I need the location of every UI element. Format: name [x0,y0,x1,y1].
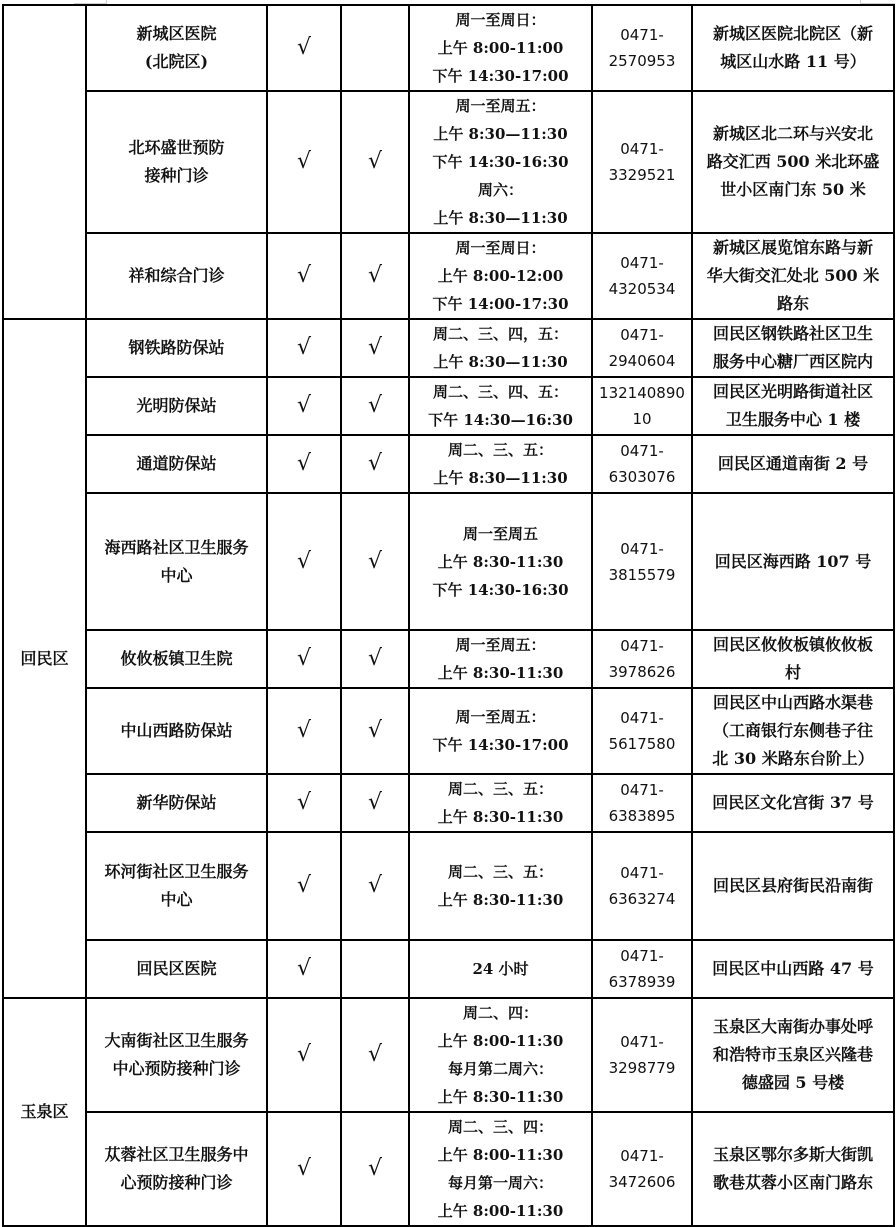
clinic-name-line: 大南街社区卫生服务 [104,1031,249,1050]
checkmark-icon: √ [296,548,312,574]
address-line: 和浩特市玉泉区兴隆巷 [712,1045,873,1064]
address-line: 新城区北二环与兴安北 [712,124,873,143]
checkmark-cell-1 [267,832,341,940]
address-cell [692,998,894,1112]
phone-line: 0471- [620,140,664,158]
phone-line: 6378939 [608,973,676,991]
clinic-name-line: 海西路社区卫生服务 [104,537,249,557]
hours-line: 每月第一周六： [447,1174,553,1192]
hours-line: 周二、三、四、五： [432,383,568,401]
hours-line: 上午 8:30-11:30 [437,808,564,826]
checkmark-cell-2 [341,91,409,233]
table-row [3,1112,894,1226]
clinic-name-line: 环河街社区卫生服务 [104,862,249,881]
checkmark-cell-1 [267,630,341,688]
clinic-name-cell [86,1112,267,1226]
address-line: 世小区南门东 50 米 [720,180,866,199]
table-row [3,233,894,319]
checkmark-cell-1 [267,774,341,832]
district-cell: 回民区 [3,319,86,998]
checkmark-icon: √ [296,646,312,671]
checkmark-cell-2 [341,998,409,1112]
address-line: 德盛园 5 号楼 [741,1073,845,1092]
clinic-name-line: 祥和综合门诊 [128,266,225,285]
checkmark-cell-2 [341,688,409,774]
address-cell [692,832,894,940]
hours-cell [409,832,592,940]
phone-cell [592,940,692,998]
checkmark-cell-1 [267,940,341,998]
checkmark-cell-2 [341,774,409,832]
table-row [3,377,894,435]
hours-line: 下午 14:30-16:30 [432,580,569,599]
hours-cell [409,233,592,319]
checkmark-icon: √ [367,149,383,174]
address-line: 城区山水路 11 号） [720,52,866,71]
address-line: 回民区攸攸板镇攸攸板 [712,635,873,654]
hours-line: 24 小时 [472,960,529,978]
address-line: 回民区钢铁路社区卫生 [712,324,873,343]
hours-line: 周一至周五： [455,636,546,654]
hours-cell [409,493,592,630]
checkmark-cell-2 [341,377,409,435]
address-cell [692,319,894,377]
clinic-name-cell [86,233,267,319]
hours-line: 周二、三、五： [447,863,553,881]
checkmark-cell-2 [341,940,409,998]
hours-line: 周二、三、五： [447,780,553,798]
address-line: 回民区中山西路 47 号 [712,959,874,978]
phone-line: 0471- [620,326,664,344]
phone-cell [592,998,692,1112]
phone-cell [592,688,692,774]
hours-cell [409,1112,592,1226]
clinic-name-cell [86,998,267,1112]
address-cell [692,1112,894,1226]
checkmark-icon: √ [296,718,312,743]
checkmark-cell-2 [341,435,409,493]
address-line: 新城区医院北院区（新 [712,24,873,43]
phone-line: 5617580 [608,735,676,753]
hours-line: 下午 14:30-16:30 [432,153,569,171]
checkmark-icon: √ [296,393,312,418]
checkmark-cell-1 [267,319,341,377]
address-cell [692,493,894,630]
table-row [3,493,894,630]
table-row [3,832,894,940]
hours-line: 上午 8:30-11:30 [437,664,564,682]
hours-line: 上午 8:30—11:30 [433,469,568,487]
hours-line: 上午 8:00-11:30 [437,1146,564,1164]
checkmark-icon: √ [367,646,383,671]
clinic-name-cell [86,319,267,377]
clinic-name-line: 中心预防接种门诊 [112,1059,241,1078]
phone-line: 0471- [620,709,664,727]
hours-line: 上午 8:30—11:30 [433,125,568,143]
address-cell [692,774,894,832]
phone-cell [592,233,692,319]
clinic-name-cell [86,435,267,493]
checkmark-cell-1 [267,435,341,493]
hours-line: 下午 14:30—16:30 [428,411,573,429]
clinic-name-line: 新城区医院 [136,24,217,43]
address-line: 路东 [776,294,809,313]
phone-line: 2570953 [608,52,676,70]
clinic-name-cell [86,493,267,630]
checkmark-icon: √ [367,263,383,288]
address-line: （工商银行东侧巷子往 [712,721,873,740]
phone-line: 2940604 [608,352,676,370]
checkmark-cell-1 [267,1112,341,1226]
checkmark-cell-2 [341,1112,409,1226]
checkmark-icon: √ [296,335,312,360]
phone-cell [592,5,692,91]
phone-line: 6363274 [608,890,676,908]
phone-line: 0471- [620,539,664,558]
checkmark-icon: √ [367,1156,383,1181]
phone-line: 0471- [620,1033,664,1051]
address-line: 回民区县府街民沿南街 [712,876,873,895]
address-cell [692,377,894,435]
checkmark-cell-1 [267,998,341,1112]
checkmark-cell-2 [341,233,409,319]
hours-line: 周一至周日： [455,239,546,257]
checkmark-cell-1 [267,688,341,774]
clinic-name-line: 中山西路防保站 [120,721,233,740]
phone-line: 0471- [620,442,664,460]
clinic-name-line: 新华防保站 [136,793,217,812]
table-row [3,5,894,91]
phone-cell [592,1112,692,1226]
clinic-name-line: (北院区) [144,52,209,71]
clinic-name-line: 接种门诊 [144,166,209,185]
checkmark-icon: √ [296,149,312,174]
clinic-name-cell [86,5,267,91]
hours-line: 下午 14:30-17:00 [432,67,569,85]
address-cell [692,5,894,91]
hours-cell [409,91,592,233]
checkmark-icon: √ [367,873,383,898]
address-line: 华大街交汇处北 500 米 [706,266,880,285]
phone-line: 4320534 [608,280,676,298]
address-line: 村 [784,663,801,682]
phone-line: 3298779 [608,1059,676,1077]
hours-cell [409,435,592,493]
phone-line: 3329521 [608,166,676,184]
checkmark-icon: √ [367,451,383,476]
hours-line: 上午 8:00-11:30 [437,1032,564,1050]
hours-cell [409,377,592,435]
checkmark-icon: √ [367,393,383,418]
hours-line: 上午 8:30-11:30 [437,1088,564,1106]
district-cell: 玉泉区 [3,998,86,1226]
district-cell [3,5,86,319]
address-line: 北 30 米路东台阶上） [712,749,874,768]
hours-line: 上午 8:00-11:00 [437,39,564,57]
address-line: 歌巷苁蓉小区南门路东 [712,1173,873,1192]
address-cell [692,940,894,998]
address-line: 玉泉区大南街办事处呼 [712,1017,873,1036]
table-row [3,940,894,998]
hours-line: 上午 8:00-11:30 [437,1202,564,1220]
vaccination-clinic-table [2,4,895,1227]
hours-line: 下午 14:30-17:00 [432,736,569,754]
phone-cell [592,832,692,940]
address-cell [692,630,894,688]
clinic-name-line: 北环盛世预防 [128,138,225,157]
hours-cell [409,774,592,832]
phone-line: 0471- [620,1147,664,1165]
hours-cell [409,630,592,688]
checkmark-icon: √ [296,1156,312,1181]
hours-line: 周一至周五： [455,708,546,726]
checkmark-cell-1 [267,493,341,630]
phone-line: 3978626 [608,663,676,681]
checkmark-icon: √ [367,718,383,743]
phone-cell [592,377,692,435]
hours-cell [409,5,592,91]
phone-cell [592,774,692,832]
hours-line: 上午 8:00-12:00 [437,267,564,285]
checkmark-cell-2 [341,319,409,377]
phone-line: 3472606 [608,1173,676,1191]
clinic-name-cell [86,630,267,688]
address-cell [692,435,894,493]
hours-line: 上午 8:30—11:30 [433,353,568,371]
hours-line: 下午 14:00-17:30 [432,295,569,313]
phone-line: 3815579 [608,565,676,584]
phone-line: 0471- [620,864,664,882]
address-cell [692,233,894,319]
clinic-name-cell [86,940,267,998]
phone-line: 0471- [620,637,664,655]
checkmark-cell-1 [267,91,341,233]
checkmark-icon: √ [296,1042,312,1067]
checkmark-icon: √ [367,548,383,574]
checkmark-cell-1 [267,233,341,319]
hours-cell [409,940,592,998]
phone-line: 0471- [620,947,664,965]
phone-line: 6383895 [608,807,676,825]
phone-cell [592,319,692,377]
hours-line: 周二、三、四： [447,1118,553,1136]
address-line: 路交汇西 500 米北环盛 [706,152,880,171]
address-cell [692,91,894,233]
checkmark-cell-1 [267,5,341,91]
hours-line: 周一至周五 [462,524,538,543]
hours-line: 周二、三、五： [447,441,553,459]
clinic-name-line: 中心 [160,890,193,909]
hours-line: 上午 8:30-11:30 [437,552,564,571]
checkmark-icon: √ [296,451,312,476]
checkmark-cell-2 [341,493,409,630]
phone-line: 0471- [620,254,664,272]
phone-line: 0471- [620,781,664,799]
clinic-name-line: 钢铁路防保站 [128,338,225,357]
address-line: 玉泉区鄂尔多斯大街凯 [712,1145,873,1164]
phone-cell [592,91,692,233]
table-row [3,998,894,1112]
phone-cell [592,493,692,630]
checkmark-icon: √ [367,790,383,815]
clinic-name-line: 通道防保站 [136,454,217,473]
table-row [3,774,894,832]
hours-cell [409,688,592,774]
hours-cell [409,319,592,377]
table-row [3,688,894,774]
hours-line: 周二、四： [462,1004,538,1022]
table-row [3,91,894,233]
clinic-name-line: 光明防保站 [136,396,217,415]
table-row [3,630,894,688]
checkmark-cell-1 [267,377,341,435]
checkmark-icon: √ [367,1042,383,1067]
hours-line: 周一至周五： [455,97,546,115]
checkmark-icon: √ [296,873,312,898]
checkmark-icon: √ [296,35,312,60]
clinic-name-line: 心预防接种门诊 [120,1173,233,1192]
address-line: 回民区光明路街道社区 [712,382,873,401]
clinic-name-line: 苁蓉社区卫生服务中 [104,1145,249,1164]
checkmark-icon: √ [367,335,383,360]
phone-line: 10 [632,410,652,428]
hours-line: 上午 8:30—11:30 [433,209,568,227]
hours-line: 上午 8:30-11:30 [437,891,564,909]
checkmark-cell-2 [341,630,409,688]
table-row [3,319,894,377]
phone-cell [592,630,692,688]
address-line: 回民区中山西路水渠巷 [712,693,873,712]
hours-cell [409,998,592,1112]
address-cell [692,688,894,774]
clinic-name-line: 中心 [160,565,193,585]
address-line: 服务中心糖厂西区院内 [712,352,873,371]
phone-cell [592,435,692,493]
clinic-name-line: 攸攸板镇卫生院 [120,649,233,668]
table-row [3,435,894,493]
clinic-name-cell [86,688,267,774]
checkmark-icon: √ [296,790,312,815]
checkmark-icon: √ [296,956,312,981]
phone-line: 6303076 [608,468,676,486]
address-line: 回民区文化宫街 37 号 [712,793,874,812]
address-line: 回民区通道南街 2 号 [717,454,869,473]
hours-line: 周二、三、四，五： [432,325,568,343]
clinic-name-cell [86,377,267,435]
checkmark-cell-2 [341,832,409,940]
phone-line: 132140890 [599,384,685,402]
address-line: 回民区海西路 107 号 [714,551,872,571]
address-line: 新城区展览馆东路与新 [712,238,873,257]
hours-line: 周一至周日： [455,11,546,29]
hours-line: 每月第二周六： [447,1060,553,1078]
clinic-name-cell [86,774,267,832]
clinic-name-cell [86,91,267,233]
checkmark-icon: √ [296,263,312,288]
phone-line: 0471- [620,26,664,44]
address-line: 卫生服务中心 1 楼 [725,410,861,429]
checkmark-cell-2 [341,5,409,91]
clinic-name-cell [86,832,267,940]
clinic-name-line: 回民区医院 [136,959,217,978]
hours-line: 周六： [477,181,523,199]
